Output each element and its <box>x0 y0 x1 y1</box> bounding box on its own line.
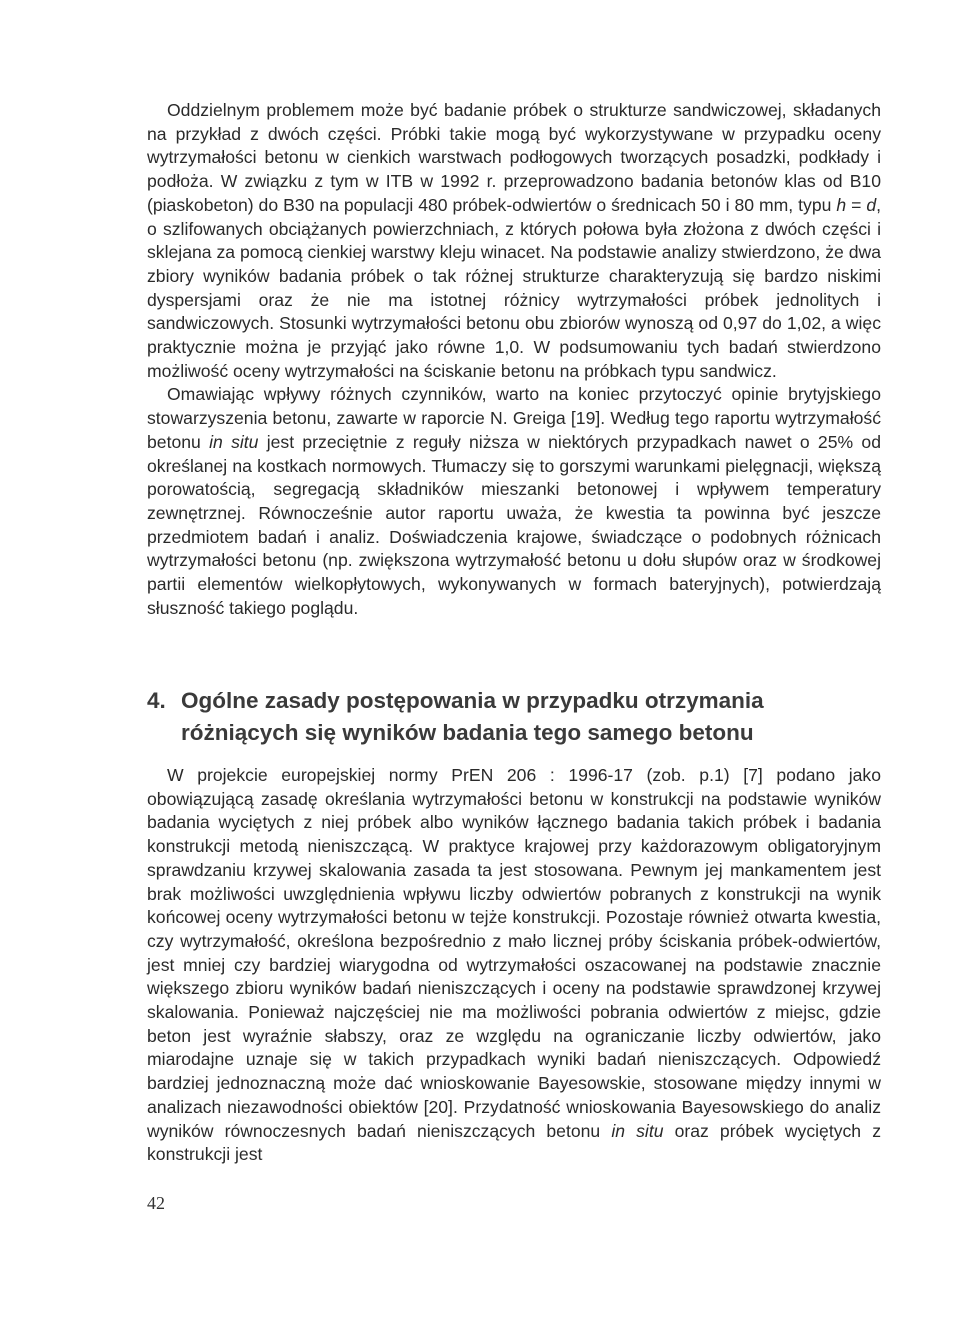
text-section-top <box>147 99 881 620</box>
italic-in-situ: in situ <box>611 1120 664 1141</box>
section-heading <box>147 685 881 749</box>
italic-in-situ: in situ <box>209 431 259 452</box>
symbol-d: d <box>866 194 877 215</box>
heading-line-1: Ogólne zasady postępowania w przypadku otrzymania <box>181 688 764 713</box>
paragraph-text: oraz próbek wyciętych z konstrukcji jest <box>147 1120 881 1165</box>
section-number: 4. <box>147 688 166 713</box>
text-section-bottom <box>147 764 881 1167</box>
paragraph-pren-206 <box>147 764 881 1167</box>
paragraph-text: Omawiając wpływy różnych czynników, warto na koniec przytoczyć opinie brytyjskiego stowarzyszenia betonu, zawarte w raporcie N. Greiga [19]. Według tego raportu wytrzymałość betonu <box>147 384 881 452</box>
paragraph-text: Oddzielnym problemem może być badanie próbek o strukturze sandwiczowej, składanych na przykład z dwóch części. Próbki takie mogą być wykorzystywane w przypadku oceny wytrzymałości betonu w cienkich warstwach podłogowych tworzących posadzki, podkłady i podłoża. W związku z tym w ITB w 1992 r. przeprowadzono badania betonów klas od B10 (piaskobeton) do B30 na populacji 480 próbek-odwiertów o średnicach 50 i 80 mm, typu <box>147 100 881 215</box>
paragraph-text: , o szlifowanych obciążanych powierzchniach, z których połowa była złożona z dwóch części i sklejana za pomocą cienkiej warstwy kleju winacet. Na podstawie analizy stwierdzono, że dwa zbiory wyników badania próbek o tak różnej strukturze charakteryzują się bardzo niskimi dyspersjami oraz że nie ma istotnej różnicy wytrzymałości próbek jednolitych i sandwiczowych. Stosunki wytrzymałości betonu obu zbiorów wynoszą od 0,97 do 1,02, a więc praktycznie można je przyjąć jako równe 1,0. W podsumowaniu tych badań stwierdzono możliwość oceny wytrzymałości na ściskanie betonu na próbkach typu sandwicz. <box>147 194 881 381</box>
paragraph-text: W projekcie europejskiej normy PrEN 206 : 1996-17 (zob. p.1) [7] podano jako obowiązującą zasadę określania wytrzymałości betonu w konstrukcji na podstawie wyników badania wyciętych z niej próbek albo wyników łącznego badania takich próbek i badania konstrukcji metodą nieniszczącą. W praktyce krajowej przy każdorazowym obligatoryjnym sprawdzaniu krzywej skalowania zasada ta jest stosowana. Pewnym jej mankamentem jest brak możliwości uwzględnienia wpływu liczby odwiertów pobranych z konstrukcji na wynik końcowej oceny wytrzymałości betonu w tejże konstrukcji. Pozostaje również otwarta kwestia, czy wytrzymałość, określona bezpośrednio z mało licznej próby ściskania próbek-odwiertów, jest mniej czy bardziej wiarygodna od wytrzymałości oszacowanej na podstawie znacznie większego zbioru wyników badań nieniszczących i oceny na podstawie sprawdzonej krzywej skalowania. Ponieważ najczęściej nie ma możliwości pobrania odwiertów z miejsc, gdzie beton jest wyraźnie słabszy, oraz ze względu na ograniczanie liczby odwiertów, jako miarodajne uznaje się w takich przypadkach wyniki badań nieniszczących. Odpowiedź bardziej jednoznaczną może dać wnioskowanie Bayesowskie, stosowane między innymi w analizach niezawodności obiektów [20]. Przydatność wnioskowania Bayesowskiego do analiz wyników równoczesnych badań nieniszczących betonu <box>147 765 881 1141</box>
page-number: 42 <box>147 1193 165 1213</box>
paragraph-text: jest przeciętnie z reguły niższa w niektórych przypadkach nawet o 25% od określanej na kostkach normowych. Tłumaczy się to gorszymi warunkami pielęgnacji, większą porowatością, segregacją składników mieszanki betonowej i wpływem temperatury zewnętrznej. Równocześnie autor raportu uważa, że kwestia ta powinna być jeszcze przedmiotem badań i analiz. Doświadczenia krajowe, świadczące o podobnych różnicach wytrzymałości betonu (np. zwiększona wytrzymałość betonu u dołu słupów oraz w środkowej partii elementów wielkopłytowych, wykonywanych w formach bateryjnych), potwierdzają słuszność takiego poglądu. <box>147 431 881 618</box>
paragraph-british-report <box>147 383 881 620</box>
symbol-h: h <box>836 194 847 215</box>
heading-line-2: różniących się wyników badania tego samego betonu <box>181 720 754 745</box>
paragraph-sandwich-samples <box>147 99 881 383</box>
equals-sign: = <box>846 194 867 215</box>
